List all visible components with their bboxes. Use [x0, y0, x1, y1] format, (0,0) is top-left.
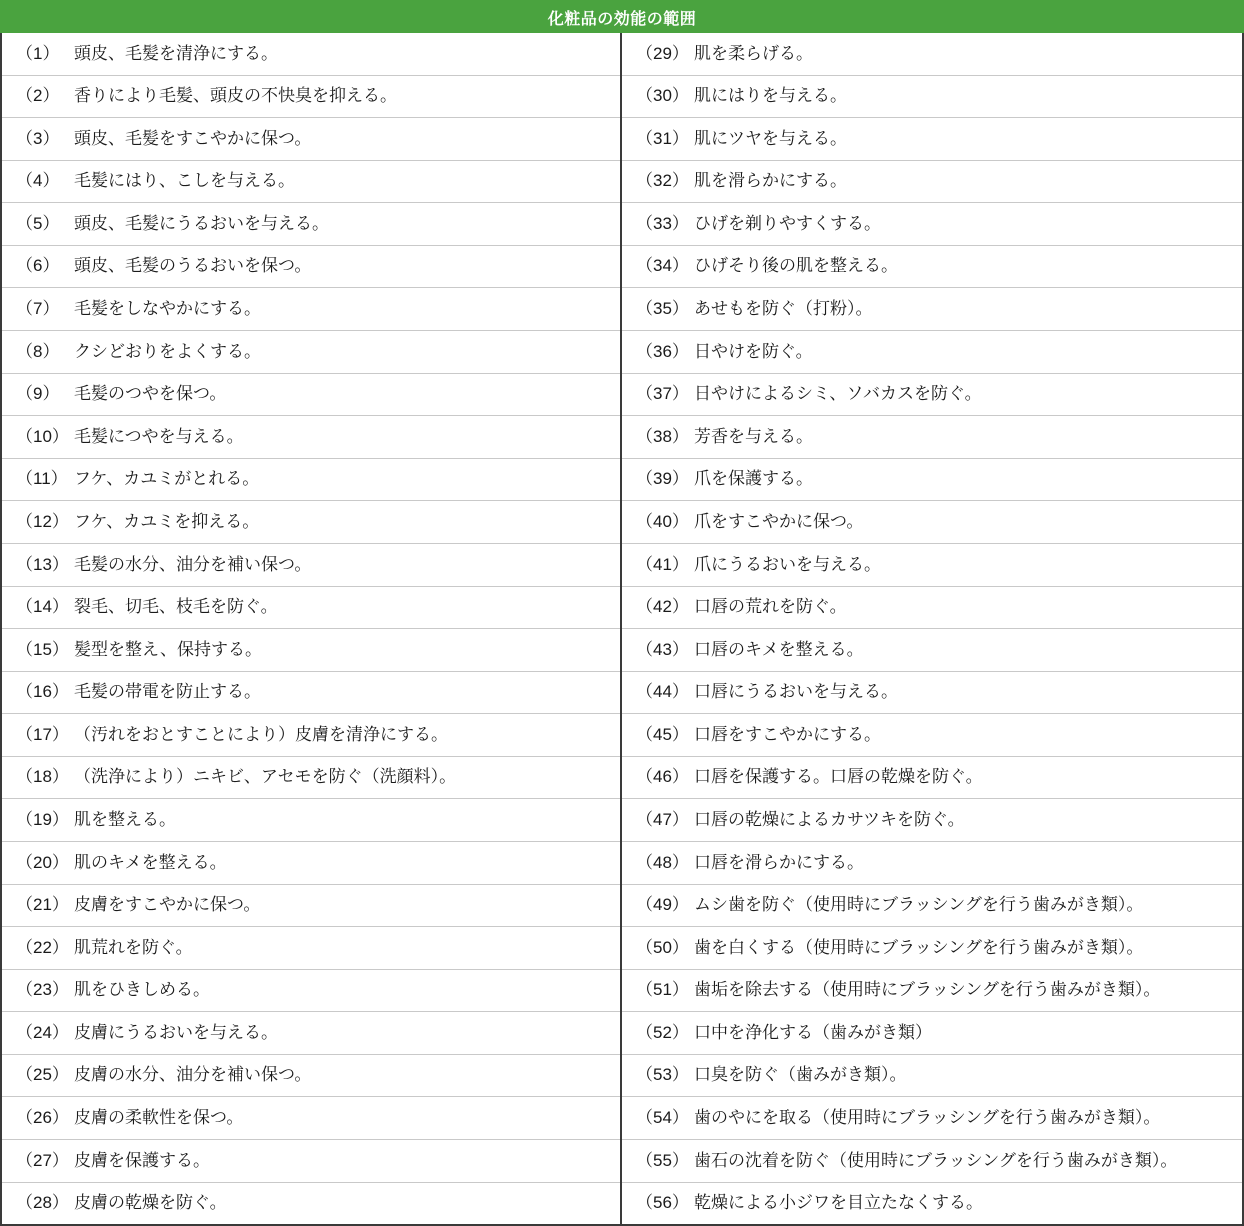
row-number: （39）: [636, 469, 689, 489]
row-text: 爪にうるおいを与える。: [694, 554, 881, 574]
row-text: 肌荒れを防ぐ。: [74, 937, 193, 957]
row-number: （45）: [636, 724, 689, 744]
row-text: 口唇の荒れを防ぐ。: [694, 597, 847, 617]
row-text: ムシ歯を防ぐ（使用時にブラッシングを行う歯みがき類）。: [694, 895, 1144, 915]
table-row: [2, 161, 620, 204]
row-number: （38）: [636, 426, 689, 446]
table-row: [2, 33, 620, 76]
row-text: 歯を白くする（使用時にブラッシングを行う歯みがき類）。: [694, 937, 1144, 957]
row-text: 肌をひきしめる。: [74, 980, 210, 1000]
row-number: （6）: [16, 256, 60, 276]
table-row: [622, 1097, 1242, 1140]
table-row: [622, 203, 1242, 246]
row-text: 裂毛、切毛、枝毛を防ぐ。: [74, 597, 278, 617]
table-row: [2, 203, 620, 246]
row-text: 歯のやにを取る（使用時にブラッシングを行う歯みがき類）。: [694, 1108, 1161, 1128]
row-text: 肌を整える。: [74, 810, 176, 829]
row-number: （30）: [636, 86, 689, 106]
row-text: 口唇にうるおいを与える。: [694, 682, 898, 702]
row-number: （13）: [16, 554, 69, 574]
table-row: [2, 799, 620, 842]
table-row: [622, 842, 1242, 885]
row-text: 爪をすこやかに保つ。: [694, 511, 864, 531]
table-row: [2, 1140, 620, 1183]
row-text: 毛髪のつやを保つ。: [74, 384, 227, 404]
row-number: （26）: [16, 1108, 69, 1128]
row-number: （44）: [636, 682, 689, 702]
table-row: [622, 970, 1242, 1013]
row-text: 頭皮、毛髪のうるおいを保つ。: [74, 256, 312, 276]
table-row: [622, 374, 1242, 417]
table-row: [2, 1055, 620, 1098]
row-number: （50）: [636, 937, 689, 957]
row-text: 肌にはりを与える。: [694, 86, 847, 106]
row-number: （24）: [16, 1022, 69, 1042]
table-row: [2, 629, 620, 672]
row-number: （48）: [636, 852, 689, 872]
table-row: [622, 246, 1242, 289]
table-row: [622, 459, 1242, 502]
row-number: （9）: [16, 384, 60, 404]
row-number: （55）: [636, 1150, 689, 1170]
table-row: [622, 1183, 1242, 1225]
table-row: [622, 1012, 1242, 1055]
table-row: [622, 416, 1242, 459]
table-row: [2, 587, 620, 630]
row-text: 髪型を整え、保持する。: [74, 639, 263, 659]
row-text: 口臭を防ぐ（歯みがき類）。: [694, 1065, 907, 1085]
row-text: フケ、カユミがとれる。: [74, 469, 260, 489]
row-number: （5）: [16, 213, 60, 233]
row-number: （56）: [636, 1193, 689, 1213]
row-text: あせもを防ぐ（打粉）。: [694, 299, 873, 319]
row-text: 日やけによるシミ、ソバカスを防ぐ。: [694, 384, 982, 404]
row-number: （20）: [16, 852, 69, 872]
row-number: （8）: [16, 341, 60, 361]
row-number: （51）: [636, 980, 689, 1000]
row-text: 口唇のキメを整える。: [694, 639, 864, 659]
table-row: [622, 799, 1242, 842]
table-row: [2, 885, 620, 928]
row-number: （47）: [636, 810, 689, 829]
page-title: 化粧品の効能の範囲: [547, 10, 697, 28]
row-text: 毛髪につやを与える。: [74, 426, 244, 446]
row-number: （40）: [636, 511, 689, 531]
row-number: （52）: [636, 1022, 689, 1042]
row-text: 日やけを防ぐ。: [694, 341, 813, 361]
row-number: （49）: [636, 895, 689, 915]
row-text: 毛髪の水分、油分を補い保つ。: [74, 554, 312, 574]
row-number: （31）: [636, 128, 689, 148]
table-row: [2, 1012, 620, 1055]
row-number: （29）: [636, 43, 689, 63]
row-text: 口唇をすこやかにする。: [694, 724, 881, 744]
table-row: [2, 501, 620, 544]
row-text: 歯垢を除去する（使用時にブラッシングを行う歯みがき類）。: [694, 980, 1161, 1000]
row-text: 頭皮、毛髪にうるおいを与える。: [74, 213, 329, 233]
table-row: [2, 672, 620, 715]
table-row: [2, 246, 620, 289]
row-text: ひげを剃りやすくする。: [694, 213, 881, 233]
table-row: [2, 331, 620, 374]
table-row: [622, 1055, 1242, 1098]
row-text: 皮膚の水分、油分を補い保つ。: [74, 1065, 312, 1085]
row-number: （15）: [16, 639, 69, 659]
row-text: 毛髪の帯電を防止する。: [74, 682, 261, 702]
row-text: 皮膚をすこやかに保つ。: [74, 895, 261, 915]
table-row: [622, 76, 1242, 119]
table-row: [622, 33, 1242, 76]
row-number: （27）: [16, 1150, 69, 1170]
row-number: （37）: [636, 384, 689, 404]
table-row: [2, 927, 620, 970]
table-row: [622, 927, 1242, 970]
row-number: （10）: [16, 426, 69, 446]
row-number: （3）: [16, 128, 60, 148]
table-row: [2, 842, 620, 885]
row-number: （46）: [636, 767, 689, 787]
table-row: [2, 757, 620, 800]
row-number: （25）: [16, 1065, 69, 1085]
row-number: （2）: [16, 86, 60, 106]
table-row: [622, 587, 1242, 630]
row-text: ひげそり後の肌を整える。: [694, 256, 898, 276]
row-text: 毛髪をしなやかにする。: [74, 299, 261, 319]
table-row: [622, 331, 1242, 374]
table-row: [622, 161, 1242, 204]
row-text: 皮膚の乾燥を防ぐ。: [74, 1193, 227, 1213]
table-row: [2, 544, 620, 587]
row-text: 爪を保護する。: [694, 469, 813, 489]
table-row: [2, 1097, 620, 1140]
table-row: [622, 118, 1242, 161]
row-number: （42）: [636, 597, 689, 617]
row-text: 毛髪にはり、こしを与える。: [74, 171, 295, 191]
row-number: （34）: [636, 256, 689, 276]
row-text: 乾燥による小ジワを目立たなくする。: [694, 1193, 983, 1213]
row-text: （洗浄により）ニキビ、アセモを防ぐ（洗顔料）。: [74, 767, 457, 787]
row-number: （18）: [16, 767, 69, 787]
table-row: [2, 76, 620, 119]
row-number: （14）: [16, 597, 69, 617]
row-number: （53）: [636, 1065, 689, 1085]
row-number: （21）: [16, 895, 69, 915]
row-text: 皮膚にうるおいを与える。: [74, 1022, 278, 1042]
row-text: フケ、カユミを抑える。: [74, 511, 260, 531]
row-text: 口唇を滑らかにする。: [694, 852, 864, 872]
table-row: [622, 544, 1242, 587]
efficacy-column-left: [2, 33, 622, 1224]
row-text: クシどおりをよくする。: [74, 341, 261, 361]
row-number: （17）: [16, 724, 69, 744]
row-number: （35）: [636, 299, 689, 319]
row-text: 香りにより毛髪、頭皮の不快臭を抑える。: [74, 86, 397, 106]
row-text: 肌のキメを整える。: [74, 852, 227, 872]
row-number: （12）: [16, 511, 69, 531]
row-text: （汚れをおとすことにより）皮膚を清浄にする。: [74, 724, 448, 744]
row-number: （28）: [16, 1193, 69, 1213]
table-row: [622, 501, 1242, 544]
table-row: [622, 1140, 1242, 1183]
row-number: （7）: [16, 299, 60, 319]
efficacy-column-right: [622, 33, 1242, 1224]
table-row: [622, 629, 1242, 672]
table-row: [2, 970, 620, 1013]
efficacy-table: [0, 33, 1244, 1226]
table-row: [622, 885, 1242, 928]
table-row: [622, 672, 1242, 715]
row-text: 頭皮、毛髪を清浄にする。: [74, 43, 278, 63]
table-row: [2, 374, 620, 417]
table-row: [2, 1183, 620, 1225]
table-row: [2, 714, 620, 757]
row-text: 歯石の沈着を防ぐ（使用時にブラッシングを行う歯みがき類）。: [694, 1150, 1178, 1170]
row-number: （54）: [636, 1108, 689, 1128]
row-number: （32）: [636, 171, 689, 191]
row-text: 肌を柔らげる。: [694, 43, 813, 63]
row-number: （16）: [16, 682, 69, 702]
row-number: （4）: [16, 171, 60, 191]
row-number: （11）: [16, 469, 68, 489]
row-number: （19）: [16, 810, 69, 829]
table-row: [622, 757, 1242, 800]
row-text: 肌を滑らかにする。: [694, 171, 847, 191]
table-row: [2, 459, 620, 502]
row-number: （1）: [16, 43, 60, 63]
table-row: [622, 714, 1242, 757]
row-text: 口唇を保護する。口唇の乾燥を防ぐ。: [694, 767, 983, 787]
table-title-bar: [0, 0, 1244, 33]
row-text: 口中を浄化する（歯みがき類）: [694, 1022, 932, 1042]
row-text: 芳香を与える。: [694, 426, 813, 446]
row-text: 皮膚の柔軟性を保つ。: [74, 1108, 244, 1128]
row-number: （23）: [16, 980, 69, 1000]
row-number: （36）: [636, 341, 689, 361]
row-number: （33）: [636, 213, 689, 233]
row-text: 口唇の乾燥によるカサツキを防ぐ。: [694, 810, 965, 829]
row-text: 皮膚を保護する。: [74, 1150, 210, 1170]
table-row: [2, 118, 620, 161]
table-row: [2, 288, 620, 331]
row-text: 頭皮、毛髪をすこやかに保つ。: [74, 128, 312, 148]
row-number: （22）: [16, 937, 69, 957]
table-row: [622, 288, 1242, 331]
table-row: [2, 416, 620, 459]
row-text: 肌にツヤを与える。: [694, 128, 847, 148]
row-number: （43）: [636, 639, 689, 659]
row-number: （41）: [636, 554, 689, 574]
